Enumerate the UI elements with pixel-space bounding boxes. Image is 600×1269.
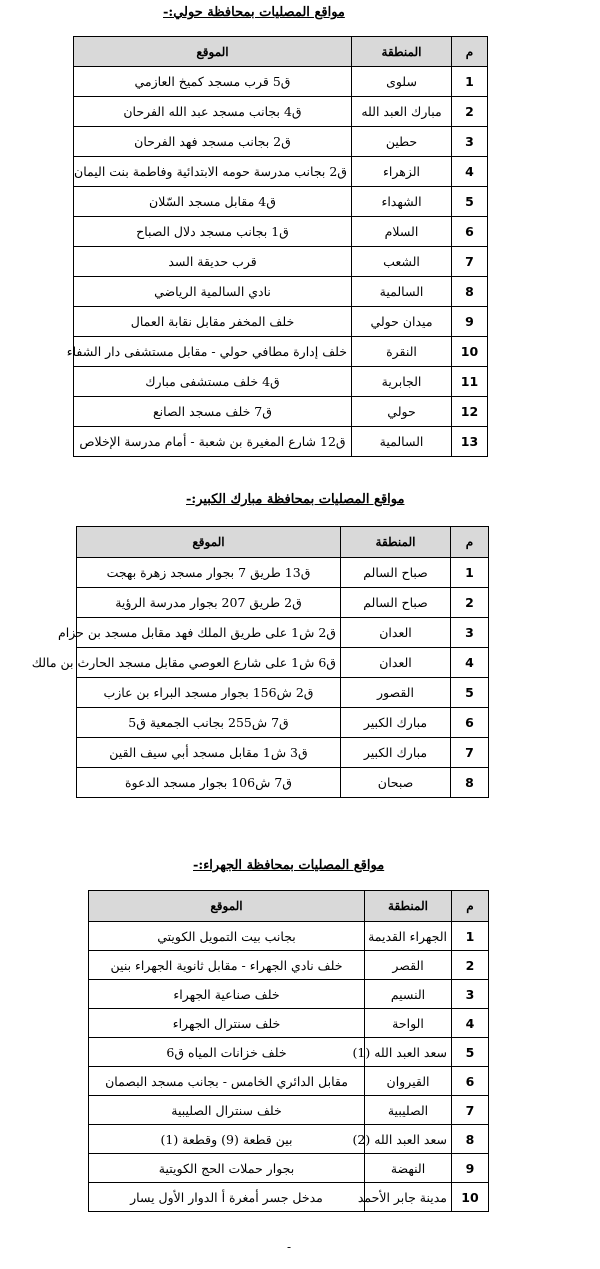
row-number: 1 — [452, 67, 488, 97]
row-location: ق13 طريق 7 بجوار مسجد زهرة بهجت — [77, 558, 341, 588]
table-row — [74, 397, 488, 427]
row-area: الصليبية — [365, 1096, 452, 1125]
table-row — [89, 922, 489, 951]
table-row — [89, 980, 489, 1009]
row-number: 9 — [452, 307, 488, 337]
table-row — [77, 648, 489, 678]
row-number: 5 — [452, 1038, 489, 1067]
row-area: السلام — [352, 217, 452, 247]
hawalli-title: مواقع المصليات بمحافظة حولي:- — [163, 5, 345, 20]
table-row — [89, 1125, 489, 1154]
row-location: بجوار حملات الحج الكويتية — [89, 1154, 365, 1183]
row-number: 10 — [452, 337, 488, 367]
table-header-row — [77, 527, 489, 558]
row-area: الزهراء — [352, 157, 452, 187]
row-number: 4 — [452, 157, 488, 187]
row-number: 2 — [452, 951, 489, 980]
table-row — [77, 738, 489, 768]
row-location: ق4 مقابل مسجد السّلان — [74, 187, 352, 217]
row-number: 12 — [452, 397, 488, 427]
row-area: النهضة — [365, 1154, 452, 1183]
mubarak-table — [31, 526, 489, 798]
row-location: خلف نادي الجهراء - مقابل ثانوية الجهراء بنين — [89, 951, 365, 980]
row-area: القيروان — [365, 1067, 452, 1096]
row-number: 6 — [452, 217, 488, 247]
table-row — [89, 951, 489, 980]
row-number: 8 — [451, 768, 489, 798]
row-location: ق5 قرب مسجد كميخ العازمي — [74, 67, 352, 97]
col-area-header: المنطقة — [365, 891, 452, 922]
row-number: 2 — [451, 588, 489, 618]
row-area: حولي — [352, 397, 452, 427]
row-area: صباح السالم — [341, 588, 451, 618]
table-row — [77, 768, 489, 798]
col-num-header: م — [452, 891, 489, 922]
row-location: خلف سنترال الجهراء — [89, 1009, 365, 1038]
row-location: ق7 ش106 بجوار مسجد الدعوة — [77, 768, 341, 798]
table-row — [74, 247, 488, 277]
row-area: مبارك الكبير — [341, 708, 451, 738]
table-row — [89, 1009, 489, 1038]
row-location: خلف سنترال الصليبية — [89, 1096, 365, 1125]
row-location: بين قطعة (9) وقطعة (1) — [89, 1125, 365, 1154]
row-number: 7 — [452, 247, 488, 277]
row-location: ق7 خلف مسجد الصانع — [74, 397, 352, 427]
row-number: 6 — [451, 708, 489, 738]
row-number: 8 — [452, 277, 488, 307]
row-area: السالمية — [352, 277, 452, 307]
row-location: ق2 طريق 207 بجوار مدرسة الرؤية — [77, 588, 341, 618]
row-area: الجابرية — [352, 367, 452, 397]
table-row — [89, 1096, 489, 1125]
jahra-title: مواقع المصليات بمحافظة الجهراء:- — [193, 858, 385, 873]
row-location: خلف صناعية الجهراء — [89, 980, 365, 1009]
table-row — [77, 558, 489, 588]
row-location: ق4 بجانب مسجد عبد الله الفرحان — [74, 97, 352, 127]
row-area: السالمية — [352, 427, 452, 457]
table-row — [74, 157, 488, 187]
row-number: 3 — [451, 618, 489, 648]
row-area: ميدان حولي — [352, 307, 452, 337]
row-location: خلف إدارة مطافي حولي - مقابل مستشفى دار الشفاء — [74, 337, 352, 367]
row-number: 11 — [452, 367, 488, 397]
row-area: الجهراء القديمة — [365, 922, 452, 951]
row-number: 6 — [452, 1067, 489, 1096]
row-area: القصر — [365, 951, 452, 980]
row-location: ق12 شارع المغيرة بن شعبة - أمام مدرسة الإخلاص — [74, 427, 352, 457]
table-row — [74, 367, 488, 397]
row-location: ق6 ش1 على شارع العوصي مقابل مسجد الحارث بن مالك — [77, 648, 341, 678]
col-area-header: المنطقة — [352, 37, 452, 67]
row-area: النسيم — [365, 980, 452, 1009]
table-row — [74, 277, 488, 307]
row-location: قرب حديقة السد — [74, 247, 352, 277]
row-area: العدان — [341, 618, 451, 648]
table-row — [89, 1183, 489, 1212]
row-area: صبحان — [341, 768, 451, 798]
table-row — [74, 67, 488, 97]
col-location-header: الموقع — [74, 37, 352, 67]
row-area: الواحة — [365, 1009, 452, 1038]
row-number: 10 — [452, 1183, 489, 1212]
footer-dash: - — [287, 1240, 292, 1254]
row-area: القصور — [341, 678, 451, 708]
row-area: سلوى — [352, 67, 452, 97]
row-location: بجانب بيت التمويل الكويتي — [89, 922, 365, 951]
table-row — [77, 708, 489, 738]
row-number: 1 — [452, 922, 489, 951]
mubarak-title: مواقع المصليات بمحافظة مبارك الكبير:- — [186, 492, 405, 507]
table-row — [89, 1038, 489, 1067]
row-number: 7 — [451, 738, 489, 768]
table-row — [89, 1154, 489, 1183]
row-location: ق1 بجانب مسجد دلال الصباح — [74, 217, 352, 247]
row-area: مبارك الكبير — [341, 738, 451, 768]
row-number: 9 — [452, 1154, 489, 1183]
row-area: سعد العبد الله (1) — [365, 1038, 452, 1067]
table-row — [74, 217, 488, 247]
table-row — [74, 187, 488, 217]
table-row — [74, 307, 488, 337]
row-number: 2 — [452, 97, 488, 127]
table-row — [74, 427, 488, 457]
row-location: مقابل الدائري الخامس - بجانب مسجد البصمان — [89, 1067, 365, 1096]
table-row — [74, 127, 488, 157]
row-location: نادي السالمية الرياضي — [74, 277, 352, 307]
row-location: خلف المخفر مقابل نقابة العمال — [74, 307, 352, 337]
col-location-header: الموقع — [89, 891, 365, 922]
row-number: 3 — [452, 980, 489, 1009]
row-area: صباح السالم — [341, 558, 451, 588]
row-location: ق4 خلف مستشفى مبارك — [74, 367, 352, 397]
row-area: النقرة — [352, 337, 452, 367]
row-location: ق7 ش255 بجانب الجمعية ق5 — [77, 708, 341, 738]
row-area: سعد العبد الله (2) — [365, 1125, 452, 1154]
col-location-header: الموقع — [77, 527, 341, 558]
row-number: 3 — [452, 127, 488, 157]
row-number: 13 — [452, 427, 488, 457]
row-area: مبارك العبد الله — [352, 97, 452, 127]
row-location: ق2 بجانب مدرسة حومه الابتدائية وفاطمة بنت اليمان — [74, 157, 352, 187]
hawalli-table — [66, 36, 488, 457]
table-row — [77, 678, 489, 708]
row-location: خلف خزانات المياه ق6 — [89, 1038, 365, 1067]
row-number: 1 — [451, 558, 489, 588]
row-number: 4 — [452, 1009, 489, 1038]
table-row — [77, 588, 489, 618]
table-row — [74, 337, 488, 367]
row-area: مدينة جابر الأحمد — [365, 1183, 452, 1212]
table-row — [74, 97, 488, 127]
row-number: 5 — [451, 678, 489, 708]
row-area: العدان — [341, 648, 451, 678]
table-row — [89, 1067, 489, 1096]
row-number: 8 — [452, 1125, 489, 1154]
row-location: ق2 ش156 بجوار مسجد البراء بن عازب — [77, 678, 341, 708]
row-area: حطين — [352, 127, 452, 157]
row-location: ق2 بجانب مسجد فهد الفرحان — [74, 127, 352, 157]
row-area: الشعب — [352, 247, 452, 277]
row-location: مدخل جسر أمغرة أ الدوار الأول يسار — [89, 1183, 365, 1212]
table-row — [77, 618, 489, 648]
jahra-table — [88, 890, 489, 1212]
table-header-row — [89, 891, 489, 922]
row-number: 4 — [451, 648, 489, 678]
table-header-row — [74, 37, 488, 67]
row-area: الشهداء — [352, 187, 452, 217]
row-number: 7 — [452, 1096, 489, 1125]
row-location: ق2 ش1 على طريق الملك فهد مقابل مسجد بن حزام — [77, 618, 341, 648]
row-location: ق3 ش1 مقابل مسجد أبي سيف القين — [77, 738, 341, 768]
col-num-header: م — [451, 527, 489, 558]
col-num-header: م — [452, 37, 488, 67]
row-number: 5 — [452, 187, 488, 217]
col-area-header: المنطقة — [341, 527, 451, 558]
